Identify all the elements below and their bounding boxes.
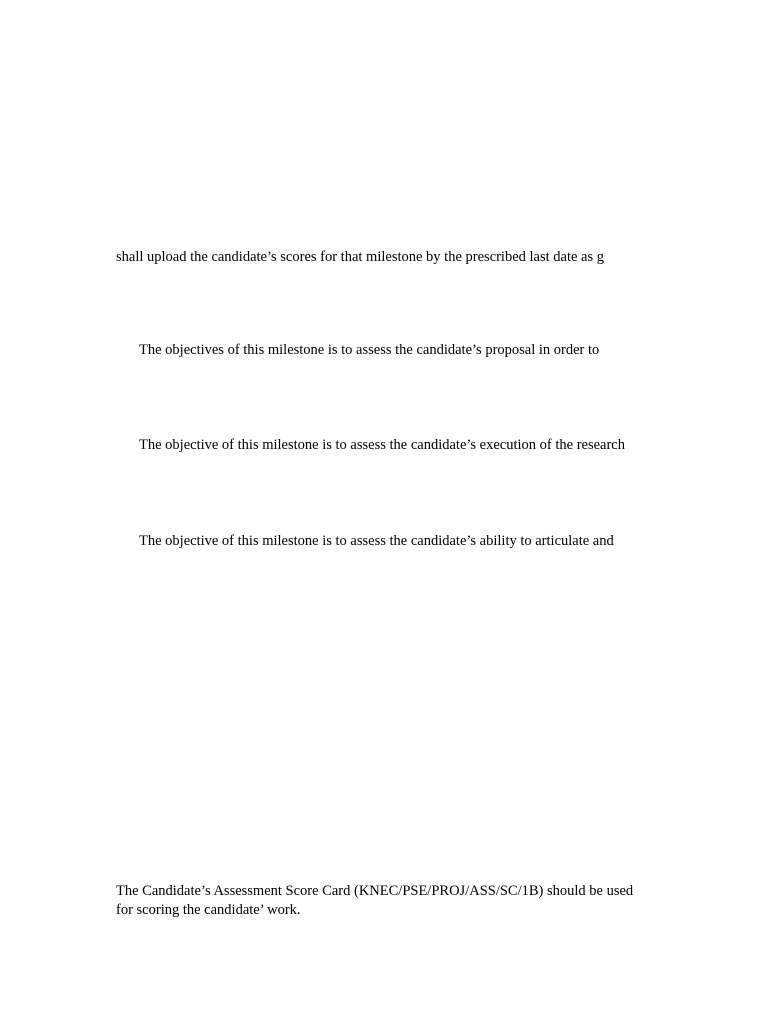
milestone-1-objective-text: The objectives of this milestone is to assess the candidate’s proposal in order to bbox=[139, 342, 600, 358]
milestone-2-objective-text: The objective of this milestone is to assess the candidate’s execution of the research bbox=[139, 437, 625, 453]
score-card-paragraph bbox=[116, 882, 716, 920]
upload-instruction-text: shall upload the candidate’s scores for that milestone by the prescribed last date as g bbox=[116, 249, 605, 265]
score-card-line-1: The Candidate’s Assessment Score Card (KNEC/PSE/PROJ/ASS/SC/1B) should be used bbox=[116, 883, 634, 899]
milestone-3-objective-text: The objective of this milestone is to assess the candidate’s ability to articulate and bbox=[139, 533, 614, 549]
score-card-line-2: for scoring the candidate’ work. bbox=[116, 902, 301, 918]
